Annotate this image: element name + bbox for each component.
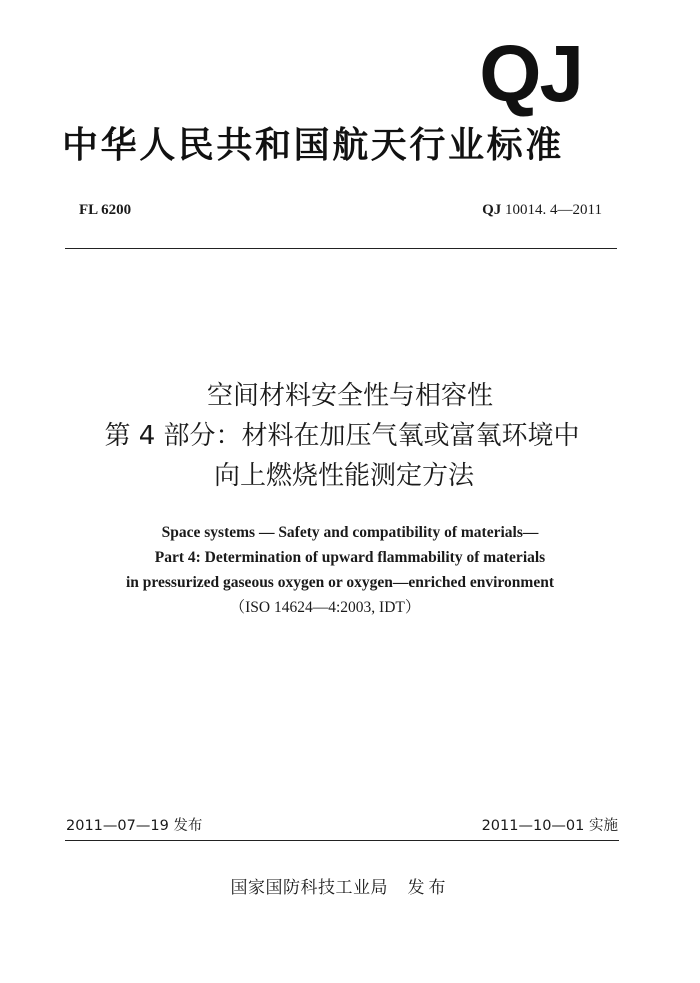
standard-number [482,202,602,219]
issue-date: 2011—07—19 发布 [66,818,203,834]
classification-code: FL 6200 [79,202,132,218]
iso-reference: （ISO 14624—4:2003, IDT） [229,599,421,616]
issuer-action: 发布 [407,878,450,898]
issuer-name: 国家国防科技工业局 [230,878,389,898]
standard-number-value: 10014. 4—2011 [505,202,602,218]
english-title-block [0,520,680,620]
chinese-title-line-3: 向上燃烧性能测定方法 [213,461,474,491]
qj-logo: QJ [479,29,582,118]
chinese-title-block [0,376,680,496]
english-title-line-2: Part 4: Determination of upward flammability of materials [154,549,546,566]
issuer-line [0,873,680,898]
english-title-line-1: Space systems — Safety and compatibility of materials— [161,524,539,541]
footer-divider [65,840,619,841]
effective-date: 2011—10—01 实施 [481,818,618,834]
chinese-title-line-2: 第 4 部分：材料在加压气氧或富氧环境中 [104,421,580,451]
chinese-title-line-1: 空间材料安全性与相容性 [206,381,493,411]
standard-title: 中华人民共和国航天行业标准 [62,125,564,166]
english-title-line-3: in pressurized gaseous oxygen or oxygen—enriched environment [126,574,554,591]
standard-prefix: QJ [482,202,502,218]
header-divider [65,248,617,249]
